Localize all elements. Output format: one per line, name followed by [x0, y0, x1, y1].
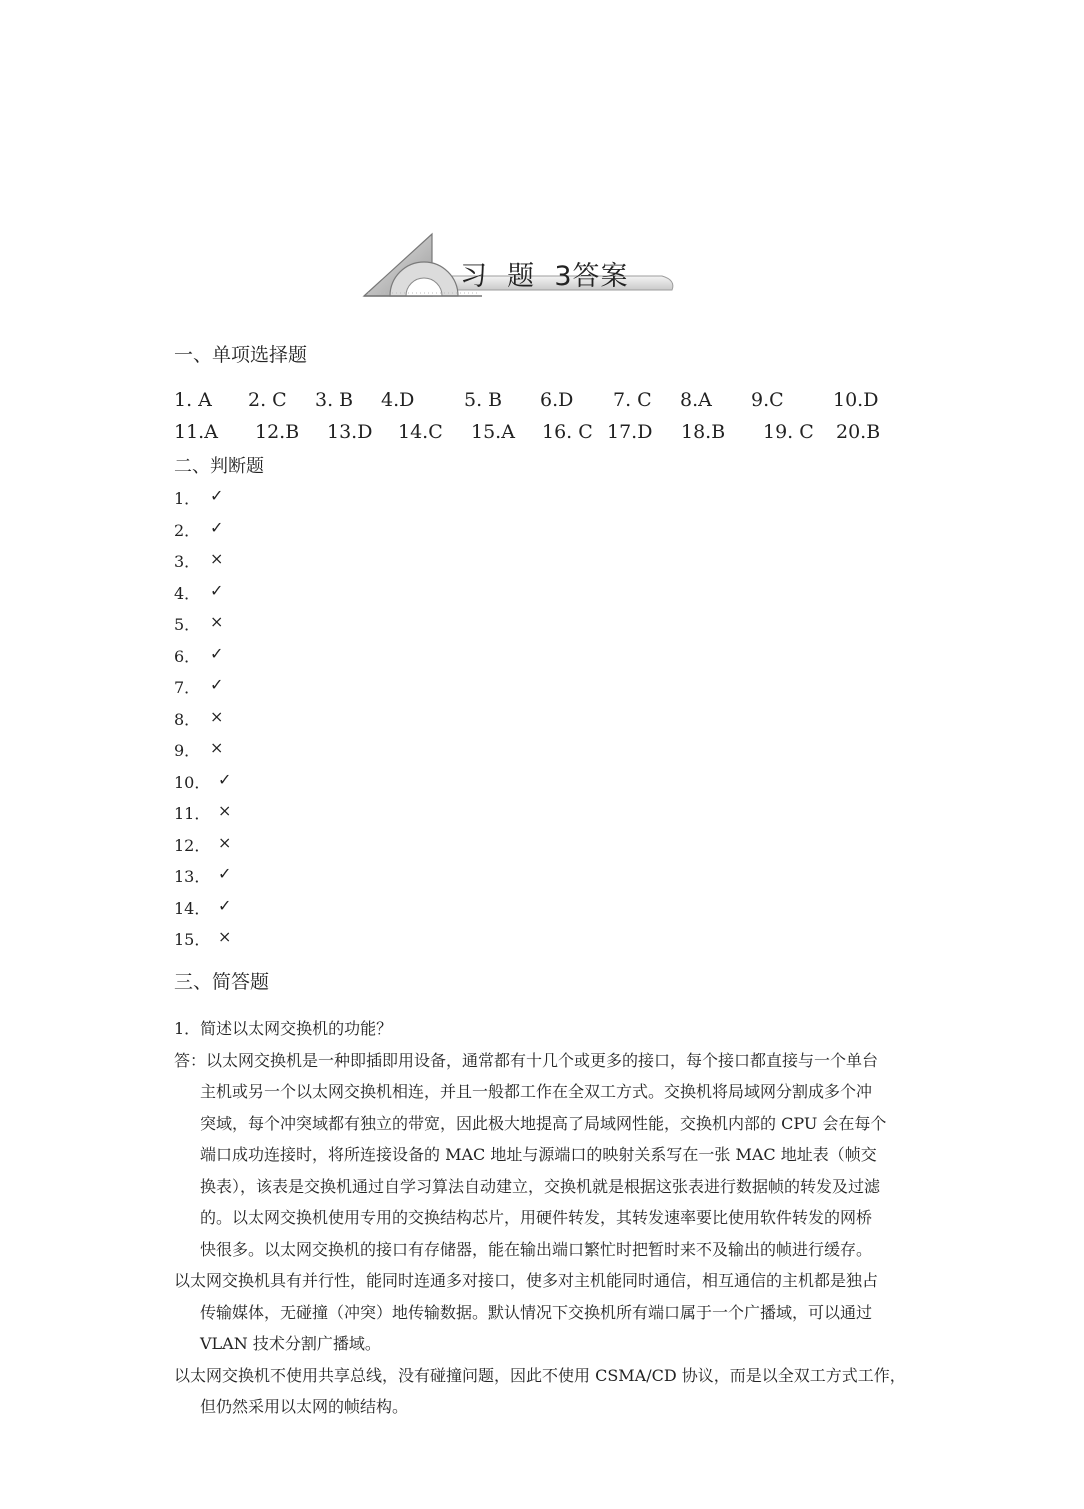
item-number: 6．	[174, 647, 201, 666]
list-item	[174, 864, 232, 887]
answer-line: 答：以太网交换机是一种即插即用设备，通常都有十几个或更多的接口，每个接口都直接与一个单台	[174, 1050, 879, 1070]
answer-item: 19. C	[763, 421, 814, 443]
list-item	[174, 486, 224, 509]
item-number: 4．	[174, 584, 201, 603]
answer-item: 7. C	[613, 389, 652, 411]
item-number: 2．	[174, 521, 201, 540]
answer-line: 突域，每个冲突域都有独立的带宽，因此极大地提高了局域网性能，交换机内部的 CPU 会在每个	[200, 1113, 887, 1133]
check-mark-icon: ✓	[218, 896, 232, 915]
list-item	[174, 549, 224, 572]
check-mark-icon: ✓	[210, 644, 224, 663]
answer-item: 10.D	[833, 389, 879, 411]
cross-mark-icon: ×	[218, 801, 232, 820]
check-mark-icon: ✓	[218, 770, 232, 789]
item-number: 15．	[174, 930, 211, 949]
answer-item: 17.D	[607, 421, 653, 443]
cross-mark-icon: ×	[218, 833, 232, 852]
item-number: 10．	[174, 773, 211, 792]
list-item	[174, 738, 224, 761]
answer-item: 4.D	[381, 389, 415, 411]
list-item	[174, 612, 224, 635]
cross-mark-icon: ×	[210, 707, 224, 726]
list-item	[174, 801, 232, 824]
check-mark-icon: ✓	[210, 581, 224, 600]
section-heading-multiple-choice: 一、单项选择题	[174, 344, 308, 366]
cross-mark-icon: ×	[210, 549, 224, 568]
item-number: 12．	[174, 836, 211, 855]
list-item	[174, 644, 224, 667]
answer-line: 主机或另一个以太网交换机相连，并且一般都工作在全双工方式。交换机将局域网分割成多个冲	[200, 1082, 873, 1101]
answer-item: 8.A	[680, 389, 712, 411]
answer-item: 16. C	[542, 421, 593, 443]
item-number: 1．	[174, 489, 201, 508]
answer-item: 1. A	[174, 389, 212, 411]
answer-line: 传输媒体，无碰撞（冲突）地传输数据。默认情况下交换机所有端口属于一个广播域，可以通过	[200, 1302, 873, 1322]
list-item	[174, 707, 224, 730]
page-title: 习 题 3答案	[460, 261, 629, 292]
answer-item: 12.B	[255, 421, 300, 443]
list-item	[174, 927, 232, 950]
cross-mark-icon: ×	[210, 612, 224, 631]
answer-item: 9.C	[751, 389, 784, 411]
answer-item: 2. C	[248, 389, 287, 411]
answer-item: 5. B	[464, 389, 503, 411]
short-answer-body	[174, 1013, 956, 1423]
list-item	[174, 581, 224, 604]
answer-item: 15.A	[471, 421, 515, 443]
answer-item: 18.B	[681, 421, 726, 443]
item-number: 8．	[174, 710, 201, 729]
check-mark-icon: ✓	[210, 486, 224, 505]
answer-item: 14.C	[398, 421, 443, 443]
cross-mark-icon: ×	[218, 927, 232, 946]
answer-line: 以太网交换机具有并行性，能同时连通多对接口，使多对主机能同时通信，相互通信的主机都是独占	[174, 1271, 879, 1290]
answer-item: 3. B	[315, 389, 354, 411]
check-mark-icon: ✓	[218, 864, 232, 883]
item-number: 13．	[174, 867, 211, 886]
check-mark-icon: ✓	[210, 518, 224, 537]
cross-mark-icon: ×	[210, 738, 224, 757]
answer-item: 6.D	[540, 389, 574, 411]
section-heading-short-answer: 三、简答题	[174, 971, 270, 993]
question-text: 1．简述以太网交换机的功能？	[174, 1019, 393, 1038]
answer-item: 20.B	[836, 421, 881, 443]
item-number: 3．	[174, 552, 201, 571]
answer-line: 端口成功连接时，将所连接设备的 MAC 地址与源端口的映射关系写在一张 MAC 地址表（帧交	[200, 1145, 877, 1164]
answer-line: 快很多。以太网交换机的接口有存储器，能在输出端口繁忙时把暂时来不及输出的帧进行缓存。	[200, 1239, 873, 1259]
list-item	[174, 896, 232, 919]
item-number: 11．	[174, 804, 211, 823]
answer-line: 的。以太网交换机使用专用的交换结构芯片，用硬件转发，其转发速率要比使用软件转发的网桥	[200, 1208, 873, 1227]
item-number: 9．	[174, 741, 201, 760]
item-number: 7．	[174, 678, 201, 697]
answer-line: 换表），该表是交换机通过自学习算法自动建立，交换机就是根据这张表进行数据帧的转发及过滤	[200, 1176, 881, 1196]
answer-line: VLAN 技术分割广播域。	[200, 1334, 381, 1353]
answer-item: 13.D	[327, 421, 373, 443]
list-item	[174, 833, 232, 856]
check-mark-icon: ✓	[210, 675, 224, 694]
item-number: 5．	[174, 615, 201, 634]
item-number: 14．	[174, 899, 211, 918]
list-item	[174, 518, 224, 541]
section-heading-true-false: 二、判断题	[174, 456, 264, 477]
answer-line: 以太网交换机不使用共享总线，没有碰撞问题，因此不使用 CSMA/CD 协议，而是以全双工方式工作，	[174, 1365, 906, 1385]
list-item	[174, 675, 224, 698]
answer-item: 11.A	[174, 421, 218, 443]
answer-line: 但仍然采用以太网的帧结构。	[200, 1397, 409, 1416]
list-item	[174, 770, 232, 793]
